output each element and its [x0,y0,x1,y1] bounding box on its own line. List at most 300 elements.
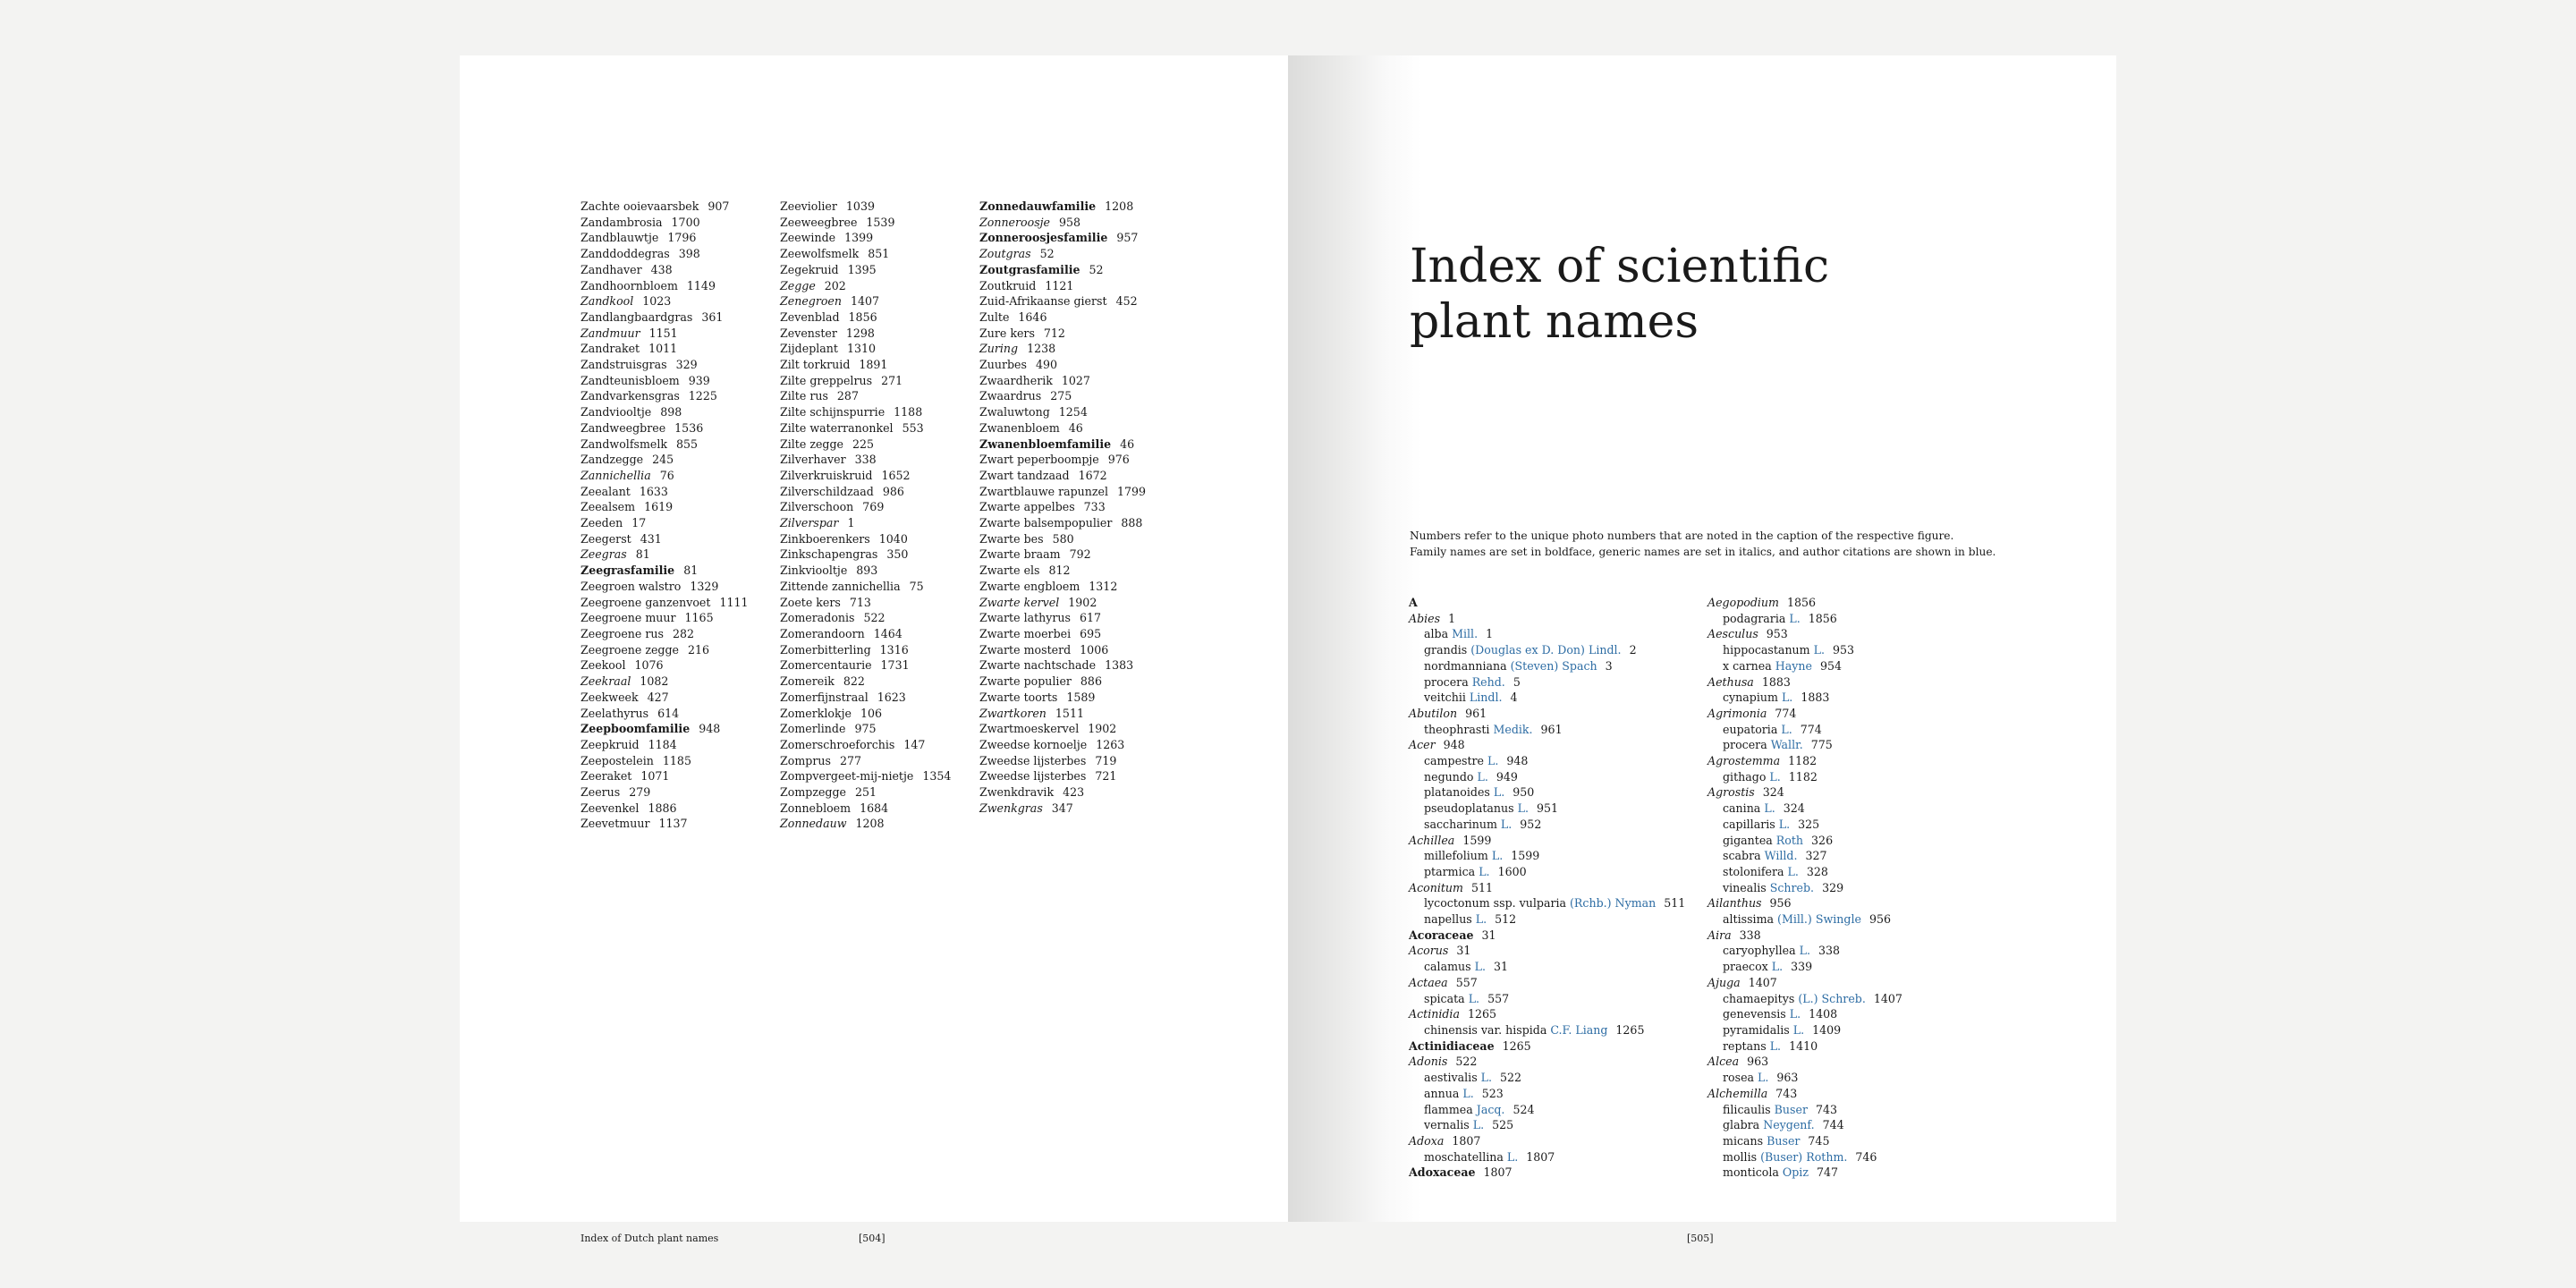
entry-number: 743 [1815,1102,1838,1116]
entry-name: Zeepboomfamilie [580,722,691,736]
entry-number: 1027 [1061,373,1090,387]
entry-number: 774 [1800,722,1822,736]
entry-name: Zegekruid [780,262,839,276]
index-entry [1409,1133,1685,1149]
entry-number: 328 [1806,864,1828,878]
entry-number: 523 [1481,1086,1504,1100]
dutch-index-column-2 [780,199,951,832]
entry-name: Zure kers [979,326,1035,340]
entry-name: Zwarte els [979,564,1040,578]
entry-number: 338 [854,453,877,467]
index-entry [1409,1086,1685,1102]
index-entry [979,626,1146,642]
author-citation: (Mill.) Swingle [1777,912,1861,927]
entry-number: 277 [839,753,861,767]
entry-number: 5 [1513,674,1521,689]
index-entry [979,563,1146,579]
index-entry [1707,784,1902,801]
entry-number: 1799 [1117,484,1147,498]
entry-number: 1600 [1497,864,1527,878]
entry-name: Zijdeplant [780,342,838,356]
author-citation: C.F. Liang [1550,1022,1608,1037]
index-entry [1707,658,1902,674]
entry-number: 948 [699,722,721,736]
page-number-left: [504] [859,1233,886,1244]
entry-number: 1040 [878,531,908,546]
entry-name: Zomercentaurie [780,658,872,673]
entry-name: veitchii [1424,691,1466,705]
entry-number: 1891 [859,358,888,372]
entry-number: 1856 [1808,611,1837,625]
index-entry [1409,1117,1685,1133]
entry-number: 1856 [1786,596,1817,609]
index-entry [979,674,1146,690]
entry-number: 961 [1465,706,1487,720]
entry-number: 347 [1051,801,1073,815]
index-entry [1409,833,1685,849]
index-entry [780,373,951,389]
index-entry [1409,674,1685,691]
index-entry [580,642,749,658]
index-entry [580,341,749,357]
entry-name: Zandlangbaardgras [580,309,693,324]
index-entry [580,737,749,753]
index-entry [979,215,1146,231]
entry-number: 951 [1536,801,1559,816]
index-entry [1707,1149,1902,1165]
entry-number: 557 [1455,975,1478,989]
index-entry [979,753,1146,769]
index-entry [580,309,749,326]
index-entry [979,420,1146,436]
entry-name: Zeeraket [580,769,632,784]
index-entry [580,690,749,706]
index-entry [979,595,1146,611]
entry-name: Zwarte nachtschade [979,658,1097,673]
intro-text [1410,528,1996,560]
entry-name: Zwartblauwe rapunzel [979,484,1108,498]
entry-name: Zeealant [580,484,631,498]
index-entry [979,690,1146,706]
entry-name: Zandkool [580,294,634,309]
entry-name: Zandraket [580,342,640,356]
entry-name: Zompvergeet-mij-nietje [780,769,914,784]
entry-name: alba [1424,627,1449,641]
index-entry [979,579,1146,595]
entry-number: 1646 [1018,309,1047,324]
index-entry [580,706,749,722]
entry-number: 287 [836,389,859,403]
entry-name: Acoraceae [1409,928,1474,942]
author-citation: L. [1771,960,1784,974]
entry-name: altissima [1723,912,1775,927]
entry-number: 792 [1069,547,1091,562]
entry-name: reptans [1723,1038,1767,1053]
entry-number: 524 [1513,1102,1535,1116]
entry-name: Zeegrasfamilie [580,564,675,578]
entry-number: 361 [701,309,724,324]
entry-name: Zeerus [580,785,621,800]
index-entry [580,801,749,817]
entry-number: 1 [847,516,855,530]
entry-number: 1652 [881,468,911,482]
entry-name: Achillea [1409,833,1455,847]
entry-number: 953 [1832,643,1855,657]
entry-number: 553 [902,420,924,435]
index-entry [580,721,749,737]
entry-number: 769 [862,500,885,514]
index-entry [1707,895,1902,911]
author-citation: (Douglas ex D. Don) Lindl. [1470,643,1622,657]
index-entry [1409,1165,1685,1181]
entry-name: spicata [1424,991,1465,1005]
entry-name: Zeepostelein [580,753,654,767]
index-entry [780,595,951,611]
author-citation: L. [1477,769,1488,784]
entry-number: 617 [1080,611,1102,625]
author-citation: L. [1758,1071,1769,1085]
entry-name: Zeegerst [580,531,631,546]
index-entry [1707,769,1902,785]
entry-number: 744 [1822,1118,1844,1132]
index-entry [580,499,749,515]
index-entry [580,515,749,531]
entry-name: Alchemilla [1707,1086,1768,1100]
entry-name: Zuid-Afrikaanse gierst [979,294,1107,309]
index-entry [580,547,749,563]
entry-number: 245 [652,453,674,467]
entry-number: 747 [1816,1165,1839,1180]
entry-number: 202 [824,278,846,292]
entry-name: Acorus [1409,944,1449,958]
author-citation: L. [1778,817,1791,831]
entry-name: Aegopodium [1707,596,1779,609]
index-entry [1707,1070,1902,1086]
entry-number: 1151 [648,326,678,340]
entry-name: Zilte waterranonkel [780,420,894,435]
entry-name: Zinkschapengras [780,547,878,562]
entry-number: 46 [1120,436,1135,451]
entry-number: 1312 [1089,579,1118,593]
index-entry [1409,848,1685,864]
entry-number: 1383 [1105,658,1134,673]
index-entry [780,657,951,674]
index-entry [780,531,951,547]
entry-number: 743 [1775,1086,1798,1100]
entry-name: Zonnedauwfamilie [979,199,1097,213]
index-entry [580,468,749,484]
index-entry [780,230,951,246]
index-entry [780,801,951,817]
entry-name: Zeegroene zegge [580,642,680,657]
entry-name: Zeeden [580,516,623,530]
author-citation: L. [1769,1038,1782,1053]
entry-number: 106 [860,706,883,720]
index-entry [1409,722,1685,738]
index-entry [780,626,951,642]
entry-name: Zeegroen walstro [580,579,682,593]
entry-number: 1208 [855,817,885,831]
entry-number: 957 [1116,231,1139,245]
author-citation: Medik. [1493,722,1533,736]
entry-number: 338 [1818,944,1841,958]
entry-name: Adonis [1409,1055,1448,1069]
author-citation: Schreb. [1769,880,1815,894]
index-entry [1707,737,1902,753]
entry-name: Zomeradonis [780,611,855,625]
index-entry [780,547,951,563]
entry-number: 282 [672,626,694,640]
entry-number: 963 [1776,1071,1799,1085]
entry-number: 1807 [1483,1165,1513,1180]
index-entry [1707,801,1902,817]
scientific-index-column-2 [1707,595,1902,1181]
entry-number: 398 [678,247,700,261]
index-entry [979,515,1146,531]
entry-name: platanoides [1424,785,1490,800]
entry-name: Zwarte populier [979,674,1072,689]
entry-number: 511 [1664,896,1686,911]
entry-name: Zwenkdravik [979,785,1055,800]
intro-line-1: Numbers refer to the unique photo numbers that are noted in the caption of the respective figure. [1410,530,1954,542]
entry-name: caryophyllea [1723,944,1796,958]
author-citation: L. [1506,1149,1519,1164]
index-entry [979,326,1146,342]
entry-number: 1238 [1027,342,1056,356]
index-entry [1409,706,1685,722]
title-line-1: Index of scientific [1410,240,1830,293]
entry-name: Zonnedauw [780,817,847,831]
index-entry [979,388,1146,404]
entry-name: Zandhoornbloem [580,278,678,292]
index-entry [780,452,951,468]
entry-number: 512 [1495,912,1517,927]
entry-name: Zwanenbloemfamilie [979,436,1112,451]
index-entry [1409,1022,1685,1038]
entry-name: Zomerlinde [780,722,846,736]
index-entry [1707,674,1902,691]
index-entry [780,816,951,832]
entry-number: 1886 [648,801,677,815]
index-entry [580,531,749,547]
entry-number: 1807 [1526,1149,1555,1164]
entry-name: capillaris [1723,817,1775,831]
entry-number: 326 [1811,833,1834,847]
running-footer: Index of Dutch plant names [580,1233,719,1244]
index-entry [780,326,951,342]
author-citation: L. [1764,801,1775,816]
index-entry [780,721,951,737]
entry-number: 147 [903,737,926,751]
entry-number: 1039 [845,199,875,213]
author-citation: Neygenf. [1763,1118,1815,1132]
index-entry [780,515,951,531]
entry-name: chinensis var. hispida [1424,1022,1547,1037]
author-citation: Buser [1767,1133,1801,1148]
entry-name: Actaea [1409,975,1448,989]
index-entry [580,452,749,468]
author-citation: Hayne [1775,658,1812,673]
index-entry [780,690,951,706]
entry-name: Zilverschoon [780,500,854,514]
entry-number: 976 [1107,453,1130,467]
index-entry [580,657,749,674]
entry-number: 1599 [1462,833,1492,847]
entry-number: 452 [1115,294,1138,309]
entry-number: 329 [675,358,698,372]
entry-number: 31 [1481,928,1496,942]
entry-number: 713 [849,595,871,609]
index-entry [780,610,951,626]
entry-name: Zannichellia [580,468,651,482]
entry-number: 893 [856,564,878,578]
entry-name: Aconitum [1409,880,1463,894]
author-citation: Willd. [1764,849,1798,863]
index-entry [1409,975,1685,991]
index-entry [780,753,951,769]
entry-number: 948 [1443,738,1465,752]
entry-number: 956 [1868,912,1891,927]
entry-number: 431 [640,531,662,546]
index-entry [580,436,749,453]
index-entry [1409,801,1685,817]
index-entry [979,547,1146,563]
dutch-index-column-3 [979,199,1146,816]
entry-name: Zoutgrasfamilie [979,262,1080,276]
index-entry [580,199,749,215]
index-entry [1707,880,1902,896]
entry-name: genevensis [1723,1007,1786,1021]
index-entry [780,246,951,262]
entry-name: x carnea [1723,658,1772,673]
entry-number: 954 [1819,658,1842,673]
entry-number: 898 [660,405,682,419]
index-entry [580,326,749,342]
index-entry [1707,817,1902,833]
entry-name: Zomerklokje [780,706,852,720]
index-entry [780,784,951,801]
entry-number: 1536 [674,420,704,435]
entry-number: 950 [1513,785,1535,800]
entry-name: Zeevenkel [580,801,640,815]
author-citation: Wallr. [1770,738,1803,752]
entry-name: Adoxaceae [1409,1165,1476,1180]
index-entry [979,657,1146,674]
entry-number: 1165 [684,611,714,625]
author-citation: (Buser) Rothm. [1760,1149,1848,1164]
entry-number: 746 [1855,1149,1877,1164]
entry-name: Zwarte engbloem [979,579,1080,593]
entry-number: 614 [657,706,680,720]
entry-number: 1225 [688,389,717,403]
index-entry [1707,690,1902,706]
index-entry [1409,769,1685,785]
author-citation: Jacq. [1476,1102,1505,1116]
entry-name: Zilte rus [780,389,828,403]
index-entry [1409,690,1685,706]
entry-number: 81 [683,564,699,578]
entry-name: Zwarte kervel [979,595,1060,609]
entry-name: Zwarte balsempopulier [979,516,1113,530]
index-entry [780,499,951,515]
entry-number: 855 [676,436,699,451]
index-entry [1707,611,1902,627]
entry-number: 952 [1520,817,1542,831]
index-entry [979,341,1146,357]
entry-number: 1623 [877,690,906,704]
entry-name: Ailanthus [1707,896,1762,911]
right-page [1288,55,2116,1244]
entry-number: 1137 [658,817,688,831]
entry-name: Zeegras [580,547,627,562]
index-entry [1409,753,1685,769]
entry-number: 1807 [1452,1133,1481,1148]
entry-number: 907 [708,199,730,213]
entry-number: 733 [1083,500,1106,514]
entry-name: saccharinum [1424,817,1497,831]
index-entry [780,420,951,436]
author-citation: L. [1491,849,1504,863]
index-entry [1707,1006,1902,1022]
entry-name: Agrostis [1707,785,1755,800]
entry-name: Zilverschildzaad [780,484,874,498]
index-entry [780,468,951,484]
index-entry [780,768,951,784]
entry-number: 438 [650,262,673,276]
entry-number: 338 [1739,928,1761,942]
entry-number: 975 [854,722,877,736]
index-entry [780,706,951,722]
page-number-right: [505] [1687,1233,1714,1244]
entry-number: 2 [1629,643,1637,657]
entry-name: Zweedse lijsterbes [979,769,1087,784]
entry-number: 1354 [922,769,952,784]
index-entry [1707,1022,1902,1038]
index-entry [1409,943,1685,959]
entry-number: 886 [1080,674,1102,689]
index-entry [979,230,1146,246]
entry-name: Zwarte lathyrus [979,611,1071,625]
index-entry [1409,1054,1685,1070]
entry-name: Actinidia [1409,1007,1460,1021]
entry-number: 1182 [1788,754,1818,768]
entry-number: 1329 [690,579,719,593]
entry-number: 1902 [1068,595,1097,609]
entry-name: Zwarte bes [979,531,1044,546]
entry-number: 888 [1121,516,1143,530]
entry-name: Zomerfijnstraal [780,690,869,704]
index-entry [1409,817,1685,833]
entry-name: Zwart tandzaad [979,468,1070,482]
index-entry [1409,1070,1685,1086]
author-citation: L. [1475,912,1487,927]
entry-name: Zandwolfsmelk [580,436,667,451]
entry-number: 1006 [1080,642,1109,657]
entry-number: 1902 [1088,722,1117,736]
index-entry [780,215,951,231]
entry-name: Zeepkruid [580,737,640,751]
entry-number: 1298 [845,326,875,340]
index-entry [979,706,1146,722]
entry-name: Zoete kers [780,595,841,609]
entry-name: Zwaluwtong [979,405,1050,419]
entry-name: Zenegroen [780,294,842,309]
author-citation: L. [1789,611,1801,625]
entry-number: 1208 [1105,199,1134,213]
entry-number: 1316 [879,642,909,657]
index-entry [780,357,951,373]
index-entry [580,579,749,595]
